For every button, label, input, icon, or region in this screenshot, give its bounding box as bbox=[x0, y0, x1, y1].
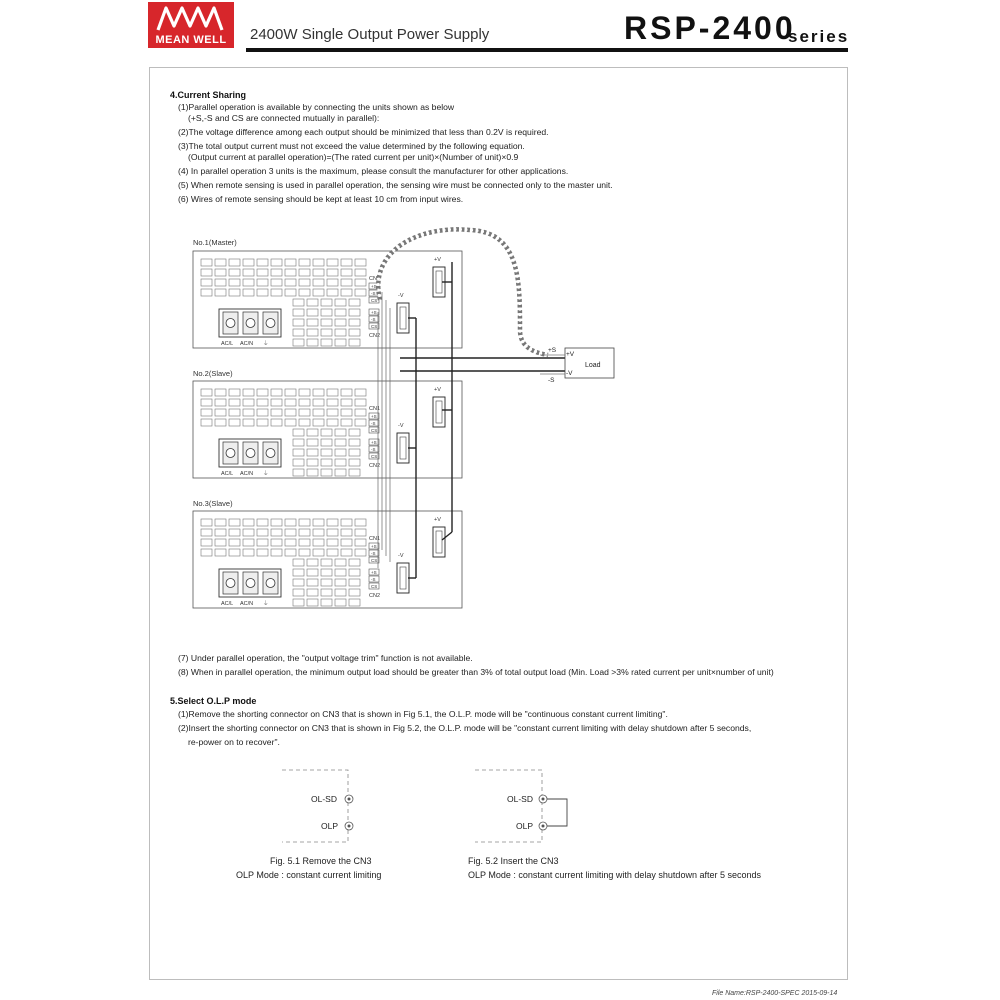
plus-v-label: +V bbox=[434, 517, 441, 523]
cn1-label: CN1 bbox=[369, 406, 381, 412]
fig-5-2 bbox=[475, 770, 567, 842]
cs-line-4: (3)The total output current must not exceed the value determined by the following equation. bbox=[178, 141, 525, 151]
cn2-pin-label: +S bbox=[371, 440, 377, 445]
model-name: RSP-2400 bbox=[624, 10, 796, 46]
cn1-pin-label: CS bbox=[371, 428, 378, 433]
olp-title: 5.Select O.L.P mode bbox=[170, 696, 257, 706]
cn2-pin-label: -S bbox=[371, 577, 376, 582]
cn2-pin-label: +S bbox=[371, 570, 377, 575]
shorting-jumper bbox=[547, 799, 567, 826]
cs-line-2: (+S,-S and CS are connected mutually in parallel): bbox=[188, 113, 380, 123]
ac-l-label: AC/L bbox=[221, 601, 234, 607]
cn2-label: CN2 bbox=[369, 593, 381, 599]
ac-n-label: AC/N bbox=[240, 601, 254, 607]
load-label: Load bbox=[585, 362, 601, 369]
load-plus-s: +S bbox=[548, 347, 557, 354]
current-sharing-title: 4.Current Sharing bbox=[170, 90, 247, 100]
load-minus-s: -S bbox=[548, 377, 555, 384]
load-plus-v: +V bbox=[566, 351, 575, 358]
series-label: series bbox=[788, 27, 850, 46]
cn1-pin-label: -S bbox=[371, 421, 376, 426]
cn1-pin-label: CS bbox=[371, 298, 378, 303]
cn1-pin-label: +S bbox=[371, 284, 377, 289]
cn1-label: CN1 bbox=[369, 276, 381, 282]
ac-n-label: AC/N bbox=[240, 341, 254, 347]
cn1-pin-label: +S bbox=[371, 414, 377, 419]
cs-line-7: (5) When remote sensing is used in parallel operation, the sensing wire must be connected only to the master unit. bbox=[178, 180, 613, 190]
fig1-olp-label: OLP bbox=[321, 821, 339, 831]
cn2-pin-label: CS bbox=[371, 454, 378, 459]
cn2-pin-label: -S bbox=[371, 317, 376, 322]
ac-l-label: AC/L bbox=[221, 341, 234, 347]
cn2-pin-label: +S bbox=[371, 310, 377, 315]
olp-line-2: (2)Insert the shorting connector on CN3 that is shown in Fig 5.2, the O.L.P. mode will be "constant current limiting with delay shutdown after 5 seconds, bbox=[178, 723, 752, 733]
ground-icon: ⏚ bbox=[263, 471, 269, 477]
logo-text: MEAN WELL bbox=[155, 34, 227, 46]
fig2-caption: Fig. 5.2 Insert the CN3 bbox=[468, 856, 559, 866]
cs-line-8: (6) Wires of remote sensing should be kept at least 10 cm from input wires. bbox=[178, 194, 464, 204]
fig2-olsd-label: OL-SD bbox=[507, 794, 533, 804]
cn1-pin-label: -S bbox=[371, 291, 376, 296]
unit-label-1: No.1(Master) bbox=[193, 238, 237, 247]
footer-filename: File Name:RSP-2400-SPEC 2015-09-14 bbox=[712, 990, 838, 997]
document-title: 2400W Single Output Power Supply bbox=[250, 26, 490, 43]
cn1-pin-label: +S bbox=[371, 544, 377, 549]
olp-line-3: re-power on to recover". bbox=[188, 737, 280, 747]
ac-n-label: AC/N bbox=[240, 471, 254, 477]
cs-line-6: (4) In parallel operation 3 units is the maximum, please consult the manufacturer for other applications. bbox=[178, 166, 569, 176]
plus-v-label: +V bbox=[434, 257, 441, 263]
cs-line-5: (Output current at parallel operation)=(The rated current per unit)×(Number of unit)×0.9 bbox=[188, 152, 519, 162]
minus-v-label: -V bbox=[398, 553, 404, 559]
plus-v-label: +V bbox=[434, 387, 441, 393]
cn2-pin-label: -S bbox=[371, 447, 376, 452]
cs-line-3: (2)The voltage difference among each output should be minimized that less than 0.2V is required. bbox=[178, 127, 549, 137]
unit-label-3: No.3(Slave) bbox=[193, 499, 233, 508]
cn2-label: CN2 bbox=[369, 463, 381, 469]
cn1-pin-label: -S bbox=[371, 551, 376, 556]
cn1-label: CN1 bbox=[369, 536, 381, 542]
cn2-label: CN2 bbox=[369, 333, 381, 339]
fig1-mode: OLP Mode : constant current limiting bbox=[236, 870, 382, 880]
fig1-caption: Fig. 5.1 Remove the CN3 bbox=[270, 856, 372, 866]
olp-line-1: (1)Remove the shorting connector on CN3 that is shown in Fig 5.1, the O.L.P. mode will be "continuous constant current limiting". bbox=[178, 709, 668, 719]
fig2-mode: OLP Mode : constant current limiting with delay shutdown after 5 seconds bbox=[468, 870, 761, 880]
fig-5-1 bbox=[282, 770, 353, 842]
cs-note-7: (7) Under parallel operation, the "output voltage trim" function is not available. bbox=[178, 653, 473, 663]
fig1-olsd-label: OL-SD bbox=[311, 794, 337, 804]
cs-note-8: (8) When in parallel operation, the minimum output load should be greater than 3% of total output load (Min. Load >3% rated current per unit×number of unit) bbox=[178, 667, 774, 677]
load-minus-v: -V bbox=[566, 370, 573, 377]
ground-icon: ⏚ bbox=[263, 601, 269, 607]
cn1-pin-label: CS bbox=[371, 558, 378, 563]
cn2-pin-label: CS bbox=[371, 324, 378, 329]
ac-l-label: AC/L bbox=[221, 471, 234, 477]
minus-v-label: -V bbox=[398, 293, 404, 299]
unit-label-2: No.2(Slave) bbox=[193, 369, 233, 378]
cn2-pin-label: CS bbox=[371, 584, 378, 589]
minus-v-label: -V bbox=[398, 423, 404, 429]
fig2-olp-label: OLP bbox=[516, 821, 534, 831]
ground-icon: ⏚ bbox=[263, 341, 269, 347]
cs-line-1: (1)Parallel operation is available by connecting the units shown as below bbox=[178, 102, 455, 112]
